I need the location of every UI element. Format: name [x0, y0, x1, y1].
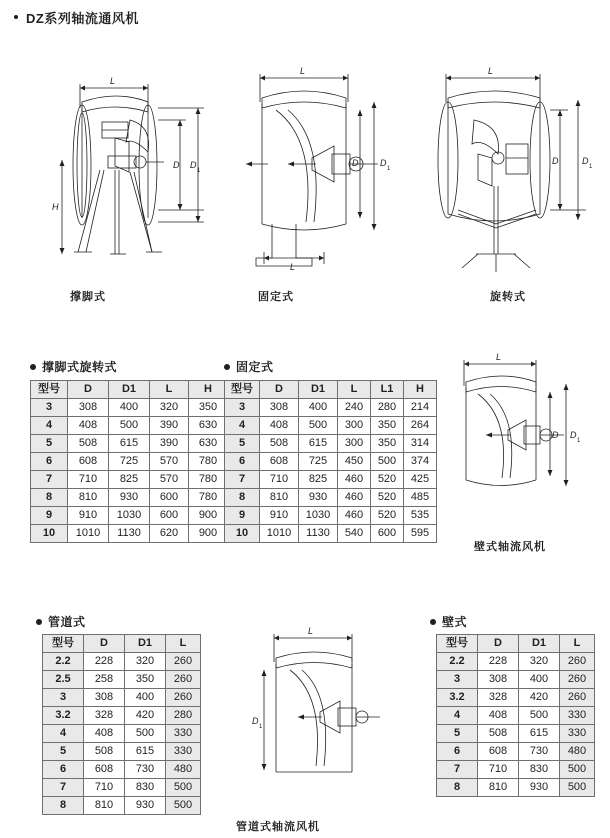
- cell-d1: 730: [125, 761, 166, 779]
- svg-text:D: D: [380, 158, 387, 168]
- page-title-text: DZ系列轴流通风机: [26, 11, 139, 26]
- cell-l: 500: [560, 761, 595, 779]
- table-row: [43, 797, 201, 815]
- cell-model: 4: [31, 417, 68, 435]
- cell-d1: 420: [125, 707, 166, 725]
- col-header-l: L: [166, 635, 201, 653]
- cell-model: 9: [31, 507, 68, 525]
- col-header-d1: D1: [299, 381, 338, 399]
- bullet-icon: [224, 364, 230, 370]
- cell-d: 308: [84, 689, 125, 707]
- cell-model: 7: [225, 471, 260, 489]
- cell-model: 7: [437, 761, 478, 779]
- cell-d1: 830: [519, 761, 560, 779]
- table-row: [31, 453, 228, 471]
- svg-text:D: D: [190, 160, 197, 170]
- cell-d1: 930: [519, 779, 560, 797]
- svg-text:D: D: [252, 716, 259, 726]
- cell-d1: 400: [125, 689, 166, 707]
- cell-model: 3: [43, 689, 84, 707]
- cell-l: 500: [560, 779, 595, 797]
- table-row: [31, 471, 228, 489]
- cell-d: 508: [478, 725, 519, 743]
- table-brace-rotary: [30, 380, 228, 543]
- svg-text:1: 1: [589, 164, 593, 170]
- svg-text:1: 1: [387, 166, 391, 172]
- cell-d: 608: [478, 743, 519, 761]
- cell-d1: 1030: [299, 507, 338, 525]
- table-row: [43, 779, 201, 797]
- col-header-model: 型号: [43, 635, 84, 653]
- col-header-d1: D1: [125, 635, 166, 653]
- col-header-l: L: [150, 381, 189, 399]
- svg-text:L: L: [300, 66, 306, 76]
- table-row: [437, 689, 595, 707]
- table-header-row: [43, 635, 201, 653]
- cell-d: 408: [84, 725, 125, 743]
- caption-duct-fan: 管道式轴流风机: [236, 821, 320, 833]
- figure-rotary-type: [418, 58, 598, 283]
- svg-text:D: D: [173, 160, 180, 170]
- table-row: [43, 761, 201, 779]
- svg-text:1: 1: [577, 438, 581, 444]
- cell-d1: 825: [299, 471, 338, 489]
- cell-l: 570: [150, 453, 189, 471]
- cell-d1: 615: [109, 435, 150, 453]
- cell-d: 408: [478, 707, 519, 725]
- cell-model: 5: [43, 743, 84, 761]
- cell-l: 260: [560, 671, 595, 689]
- cell-d1: 400: [519, 671, 560, 689]
- cell-model: 3: [225, 399, 260, 417]
- svg-text:L: L: [308, 626, 314, 636]
- cell-d: 228: [478, 653, 519, 671]
- cell-l: 480: [166, 761, 201, 779]
- cell-h: 485: [404, 489, 437, 507]
- svg-text:1: 1: [259, 724, 263, 730]
- brace-type-drawing: [40, 60, 220, 280]
- cell-d: 810: [478, 779, 519, 797]
- figure-wall-fan: [440, 348, 590, 533]
- cell-d: 308: [68, 399, 109, 417]
- cell-l: 540: [338, 525, 371, 543]
- table-header-row: [31, 381, 228, 399]
- col-header-d: D: [478, 635, 519, 653]
- cell-model: 3: [31, 399, 68, 417]
- cell-d1: 500: [519, 707, 560, 725]
- cell-h: 900: [189, 507, 228, 525]
- cell-model: 8: [225, 489, 260, 507]
- col-header-l1: L1: [371, 381, 404, 399]
- table-row: [43, 725, 201, 743]
- col-header-l: L: [338, 381, 371, 399]
- cell-d1: 825: [109, 471, 150, 489]
- bullet-icon: [30, 364, 36, 370]
- cell-l: 460: [338, 507, 371, 525]
- section-heading-wall: [430, 613, 467, 630]
- caption-brace: 撑脚式: [70, 291, 106, 303]
- table-duct: [42, 634, 201, 815]
- cell-d1: 725: [109, 453, 150, 471]
- cell-d1: 500: [125, 725, 166, 743]
- svg-text:1: 1: [197, 168, 201, 174]
- col-header-model: 型号: [31, 381, 68, 399]
- cell-h: 350: [189, 399, 228, 417]
- table-row: [31, 507, 228, 525]
- table-header-row: [437, 635, 595, 653]
- cell-l1: 520: [371, 489, 404, 507]
- cell-h: 264: [404, 417, 437, 435]
- cell-d: 608: [260, 453, 299, 471]
- svg-text:D: D: [570, 430, 577, 440]
- cell-d: 508: [260, 435, 299, 453]
- cell-l: 500: [166, 797, 201, 815]
- cell-h: 900: [189, 525, 228, 543]
- cell-d1: 400: [299, 399, 338, 417]
- cell-model: 3.2: [437, 689, 478, 707]
- svg-text:L: L: [488, 66, 494, 76]
- bullet-icon: [14, 15, 18, 19]
- col-header-model: 型号: [225, 381, 260, 399]
- cell-model: 3.2: [43, 707, 84, 725]
- cell-l: 280: [166, 707, 201, 725]
- cell-d: 710: [260, 471, 299, 489]
- table-row: [31, 525, 228, 543]
- cell-h: 214: [404, 399, 437, 417]
- cell-d1: 930: [109, 489, 150, 507]
- cell-h: 630: [189, 435, 228, 453]
- col-header-d: D: [68, 381, 109, 399]
- cell-l: 620: [150, 525, 189, 543]
- cell-d1: 320: [125, 653, 166, 671]
- table-row: [43, 653, 201, 671]
- cell-h: 425: [404, 471, 437, 489]
- cell-model: 4: [437, 707, 478, 725]
- cell-model: 6: [225, 453, 260, 471]
- table-wall: [436, 634, 595, 797]
- table-row: [225, 471, 437, 489]
- svg-text:D: D: [582, 156, 589, 166]
- table-row: [437, 725, 595, 743]
- section-heading-text: 固定式: [236, 360, 274, 374]
- wall-fan-drawing: [440, 348, 590, 528]
- cell-h: 595: [404, 525, 437, 543]
- cell-l: 330: [560, 725, 595, 743]
- cell-l: 390: [150, 435, 189, 453]
- col-header-h: H: [404, 381, 437, 399]
- cell-d: 810: [84, 797, 125, 815]
- cell-d: 608: [68, 453, 109, 471]
- cell-h: 374: [404, 453, 437, 471]
- cell-d1: 400: [109, 399, 150, 417]
- svg-text:L: L: [290, 262, 296, 272]
- cell-l: 320: [150, 399, 189, 417]
- col-header-d1: D1: [109, 381, 150, 399]
- svg-text:H: H: [52, 202, 59, 212]
- cell-l: 260: [166, 689, 201, 707]
- cell-model: 7: [43, 779, 84, 797]
- cell-model: 7: [31, 471, 68, 489]
- cell-h: 780: [189, 489, 228, 507]
- cell-l: 460: [338, 471, 371, 489]
- cell-l: 330: [560, 707, 595, 725]
- table-row: [225, 435, 437, 453]
- cell-model: 8: [31, 489, 68, 507]
- cell-d: 810: [260, 489, 299, 507]
- cell-d: 258: [84, 671, 125, 689]
- table-row: [31, 435, 228, 453]
- cell-d1: 420: [519, 689, 560, 707]
- table-row: [43, 671, 201, 689]
- cell-model: 2.5: [43, 671, 84, 689]
- caption-wall-fan: 壁式轴流风机: [474, 541, 546, 553]
- cell-model: 2.2: [437, 653, 478, 671]
- table-row: [43, 689, 201, 707]
- page-title: [14, 8, 139, 27]
- cell-d: 1010: [260, 525, 299, 543]
- table-row: [31, 417, 228, 435]
- svg-text:L: L: [496, 352, 502, 362]
- table-row: [43, 707, 201, 725]
- section-heading-text: 壁式: [442, 615, 468, 629]
- cell-d: 1010: [68, 525, 109, 543]
- cell-d: 228: [84, 653, 125, 671]
- cell-d: 910: [260, 507, 299, 525]
- cell-d: 608: [84, 761, 125, 779]
- cell-l: 300: [338, 435, 371, 453]
- cell-d1: 615: [519, 725, 560, 743]
- cell-d: 328: [84, 707, 125, 725]
- table-row: [225, 525, 437, 543]
- cell-l: 300: [338, 417, 371, 435]
- cell-d: 910: [68, 507, 109, 525]
- bullet-icon: [430, 619, 436, 625]
- cell-d1: 1130: [299, 525, 338, 543]
- cell-model: 2.2: [43, 653, 84, 671]
- col-header-d1: D1: [519, 635, 560, 653]
- cell-d1: 725: [299, 453, 338, 471]
- cell-d: 710: [478, 761, 519, 779]
- figure-brace-type: [40, 60, 220, 285]
- col-header-d: D: [84, 635, 125, 653]
- cell-h: 314: [404, 435, 437, 453]
- cell-d1: 500: [109, 417, 150, 435]
- cell-model: 9: [225, 507, 260, 525]
- cell-l1: 600: [371, 525, 404, 543]
- col-header-model: 型号: [437, 635, 478, 653]
- figure-fixed-type: [228, 58, 398, 283]
- caption-fixed: 固定式: [258, 291, 294, 303]
- table-row: [437, 707, 595, 725]
- cell-d: 710: [68, 471, 109, 489]
- cell-d1: 730: [519, 743, 560, 761]
- table-row: [225, 399, 437, 417]
- cell-d1: 615: [299, 435, 338, 453]
- cell-model: 6: [31, 453, 68, 471]
- fixed-type-drawing: [228, 58, 398, 278]
- cell-h: 780: [189, 453, 228, 471]
- cell-l1: 350: [371, 417, 404, 435]
- duct-fan-drawing: [248, 620, 408, 800]
- cell-d: 508: [84, 743, 125, 761]
- cell-d: 308: [260, 399, 299, 417]
- cell-l: 460: [338, 489, 371, 507]
- table-row: [437, 743, 595, 761]
- cell-model: 5: [437, 725, 478, 743]
- table-fixed: [224, 380, 437, 543]
- table-row: [43, 743, 201, 761]
- table-row: [437, 761, 595, 779]
- cell-l: 600: [150, 507, 189, 525]
- bullet-icon: [36, 619, 42, 625]
- section-heading-brace-rotary: [30, 358, 117, 375]
- cell-d1: 615: [125, 743, 166, 761]
- cell-h: 535: [404, 507, 437, 525]
- svg-text:D: D: [552, 156, 559, 166]
- table-row: [31, 399, 228, 417]
- cell-h: 630: [189, 417, 228, 435]
- cell-l: 260: [560, 689, 595, 707]
- cell-model: 8: [43, 797, 84, 815]
- caption-rotary: 旋转式: [490, 291, 526, 303]
- cell-model: 5: [225, 435, 260, 453]
- table-row: [225, 507, 437, 525]
- cell-l1: 350: [371, 435, 404, 453]
- table-row: [225, 453, 437, 471]
- col-header-d: D: [260, 381, 299, 399]
- cell-d1: 830: [125, 779, 166, 797]
- svg-text:D: D: [352, 158, 359, 168]
- cell-h: 780: [189, 471, 228, 489]
- cell-l: 260: [560, 653, 595, 671]
- cell-d1: 1130: [109, 525, 150, 543]
- cell-model: 3: [437, 671, 478, 689]
- section-heading-duct: [36, 613, 86, 630]
- cell-l: 600: [150, 489, 189, 507]
- figure-duct-fan: [248, 620, 408, 805]
- section-heading-text: 撑脚式旋转式: [42, 360, 118, 374]
- table-row: [437, 779, 595, 797]
- cell-l: 330: [166, 743, 201, 761]
- cell-l: 570: [150, 471, 189, 489]
- cell-d1: 930: [299, 489, 338, 507]
- col-header-l: L: [560, 635, 595, 653]
- table-row: [437, 653, 595, 671]
- cell-model: 6: [437, 743, 478, 761]
- cell-d: 408: [68, 417, 109, 435]
- rotary-type-drawing: [418, 58, 598, 278]
- table-row: [437, 671, 595, 689]
- table-header-row: [225, 381, 437, 399]
- cell-d: 408: [260, 417, 299, 435]
- cell-l1: 500: [371, 453, 404, 471]
- cell-d: 710: [84, 779, 125, 797]
- table-row: [225, 417, 437, 435]
- cell-l: 260: [166, 653, 201, 671]
- cell-l1: 280: [371, 399, 404, 417]
- cell-model: 6: [43, 761, 84, 779]
- cell-d1: 1030: [109, 507, 150, 525]
- cell-d: 328: [478, 689, 519, 707]
- section-heading-fixed: [224, 358, 274, 375]
- section-heading-text: 管道式: [48, 615, 86, 629]
- cell-model: 10: [31, 525, 68, 543]
- cell-l: 450: [338, 453, 371, 471]
- cell-model: 5: [31, 435, 68, 453]
- cell-d1: 320: [519, 653, 560, 671]
- cell-l: 330: [166, 725, 201, 743]
- cell-model: 10: [225, 525, 260, 543]
- cell-l: 500: [166, 779, 201, 797]
- col-header-h: H: [189, 381, 228, 399]
- table-row: [225, 489, 437, 507]
- cell-d: 508: [68, 435, 109, 453]
- cell-d1: 350: [125, 671, 166, 689]
- cell-l1: 520: [371, 507, 404, 525]
- cell-model: 4: [225, 417, 260, 435]
- cell-l1: 520: [371, 471, 404, 489]
- cell-d: 810: [68, 489, 109, 507]
- cell-model: 4: [43, 725, 84, 743]
- cell-l: 260: [166, 671, 201, 689]
- cell-d1: 500: [299, 417, 338, 435]
- svg-text:D: D: [552, 430, 559, 440]
- cell-l: 240: [338, 399, 371, 417]
- svg-text:L: L: [110, 76, 116, 86]
- cell-d1: 930: [125, 797, 166, 815]
- cell-l: 390: [150, 417, 189, 435]
- cell-l: 480: [560, 743, 595, 761]
- cell-model: 8: [437, 779, 478, 797]
- table-row: [31, 489, 228, 507]
- cell-d: 308: [478, 671, 519, 689]
